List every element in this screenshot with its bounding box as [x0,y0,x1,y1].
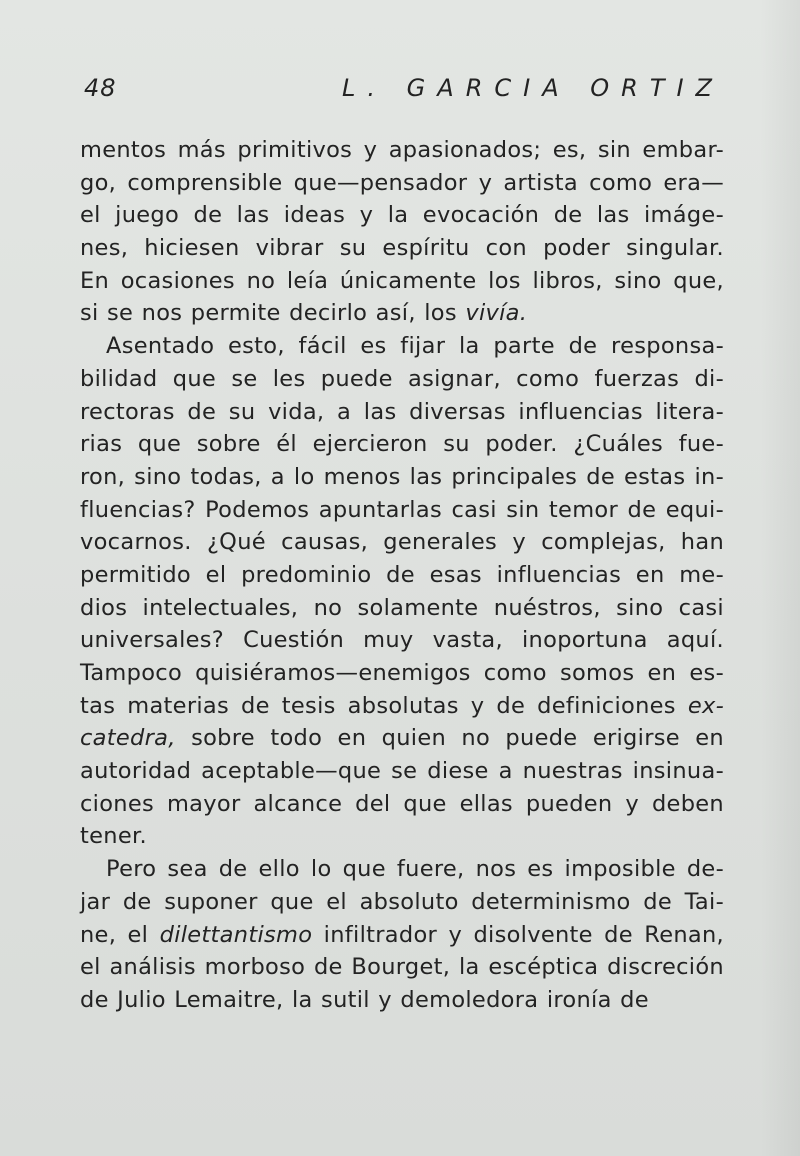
text-line [80,984,724,1017]
text-run: vocarnos. ¿Qué causas, generales y complejas, han [80,529,724,556]
text-run: dios intelectuales, no solamente nuéstros, sino casi [80,594,724,621]
text-run: ciones mayor alcance del que ellas pueden y deben [80,790,724,817]
text-line [80,526,724,559]
text-run: fluencias? Podemos apuntarlas casi sin temor de equi- [80,496,724,523]
text-run: si se nos permite decirlo así, los [80,300,466,327]
text-line [80,428,724,461]
text-line [80,330,724,363]
text-line [80,494,724,527]
text-line [80,690,724,723]
text-run: Pero sea de ello lo que fuere, nos es imposible de- [106,856,724,883]
italic-text: dilettantismo [159,921,313,948]
text-run: Asentado esto, fácil es fijar la parte de responsa- [106,333,724,360]
text-run: En ocasiones no leía únicamente los libros, sino que, [80,267,724,294]
text-run: infiltrador y disolvente de Renan, [312,921,724,948]
text-line [80,919,724,952]
text-run: de Julio Lemaitre, la sutil y demoledora ironía de [80,986,649,1013]
text-run: autoridad aceptable—que se diese a nuestras insinua- [80,758,724,785]
text-run: ne, el [80,921,160,948]
text-line [80,624,724,657]
text-run: Tampoco quisiéramos—enemigos como somos en es- [80,660,724,686]
text-line [80,297,724,330]
text-run: mentos más primitivos y apasionados; es, sin embar- [80,137,724,163]
text-line [80,461,724,494]
text-line [80,363,724,396]
text-line [80,951,724,984]
text-line [80,134,724,167]
italic-text: catedra, [80,725,176,752]
text-run: nes, hiciesen vibrar su espíritu con poder singular. [80,235,724,262]
text-line [80,167,724,200]
text-line [80,559,724,592]
text-line [80,265,724,298]
text-line [80,755,724,788]
text-line [80,199,724,232]
text-line [80,232,724,265]
running-head: L. GARCIA ORTIZ [342,74,724,102]
italic-text: vivía. [465,300,528,327]
text-line [80,853,724,886]
text-run: rectoras de su vida, a las diversas influencias litera- [80,398,724,425]
text-line [80,886,724,919]
text-run: permitido el predominio de esas influencias en me- [80,561,724,588]
text-run: jar de suponer que el absoluto determinismo de Tai- [80,888,724,915]
text-line [80,788,724,821]
text-run: tener. [80,823,147,850]
text-line [80,657,724,690]
text-run: bilidad que se les puede asignar, como fuerzas di- [80,365,724,392]
text-run: go, comprensible que—pensador y artista como era— [80,169,724,196]
text-line [80,722,724,755]
paragraph [80,853,724,1016]
text-line [80,396,724,429]
text-run: rias que sobre él ejercieron su poder. ¿Cuáles fue- [80,431,724,458]
page-header [84,74,724,110]
text-run: el análisis morboso de Bourget, la escéptica discreción [80,954,724,981]
page-number: 48 [84,74,117,102]
body-text [80,134,724,1017]
page-edge-shadow [760,0,800,1156]
paragraph [80,330,724,853]
text-run: tas materias de tesis absolutas y de definiciones [80,692,688,719]
paragraph [80,134,724,330]
text-line [80,592,724,625]
text-run: el juego de las ideas y la evocación de las imáge- [80,202,724,229]
italic-text: ex- [687,692,724,719]
text-run: universales? Cuestión muy vasta, inoportuna aquí. [80,627,724,654]
text-line [80,820,724,853]
text-run: ron, sino todas, a lo menos las principales de estas in- [80,463,724,490]
text-run: sobre todo en quien no puede erigirse en [175,725,724,752]
